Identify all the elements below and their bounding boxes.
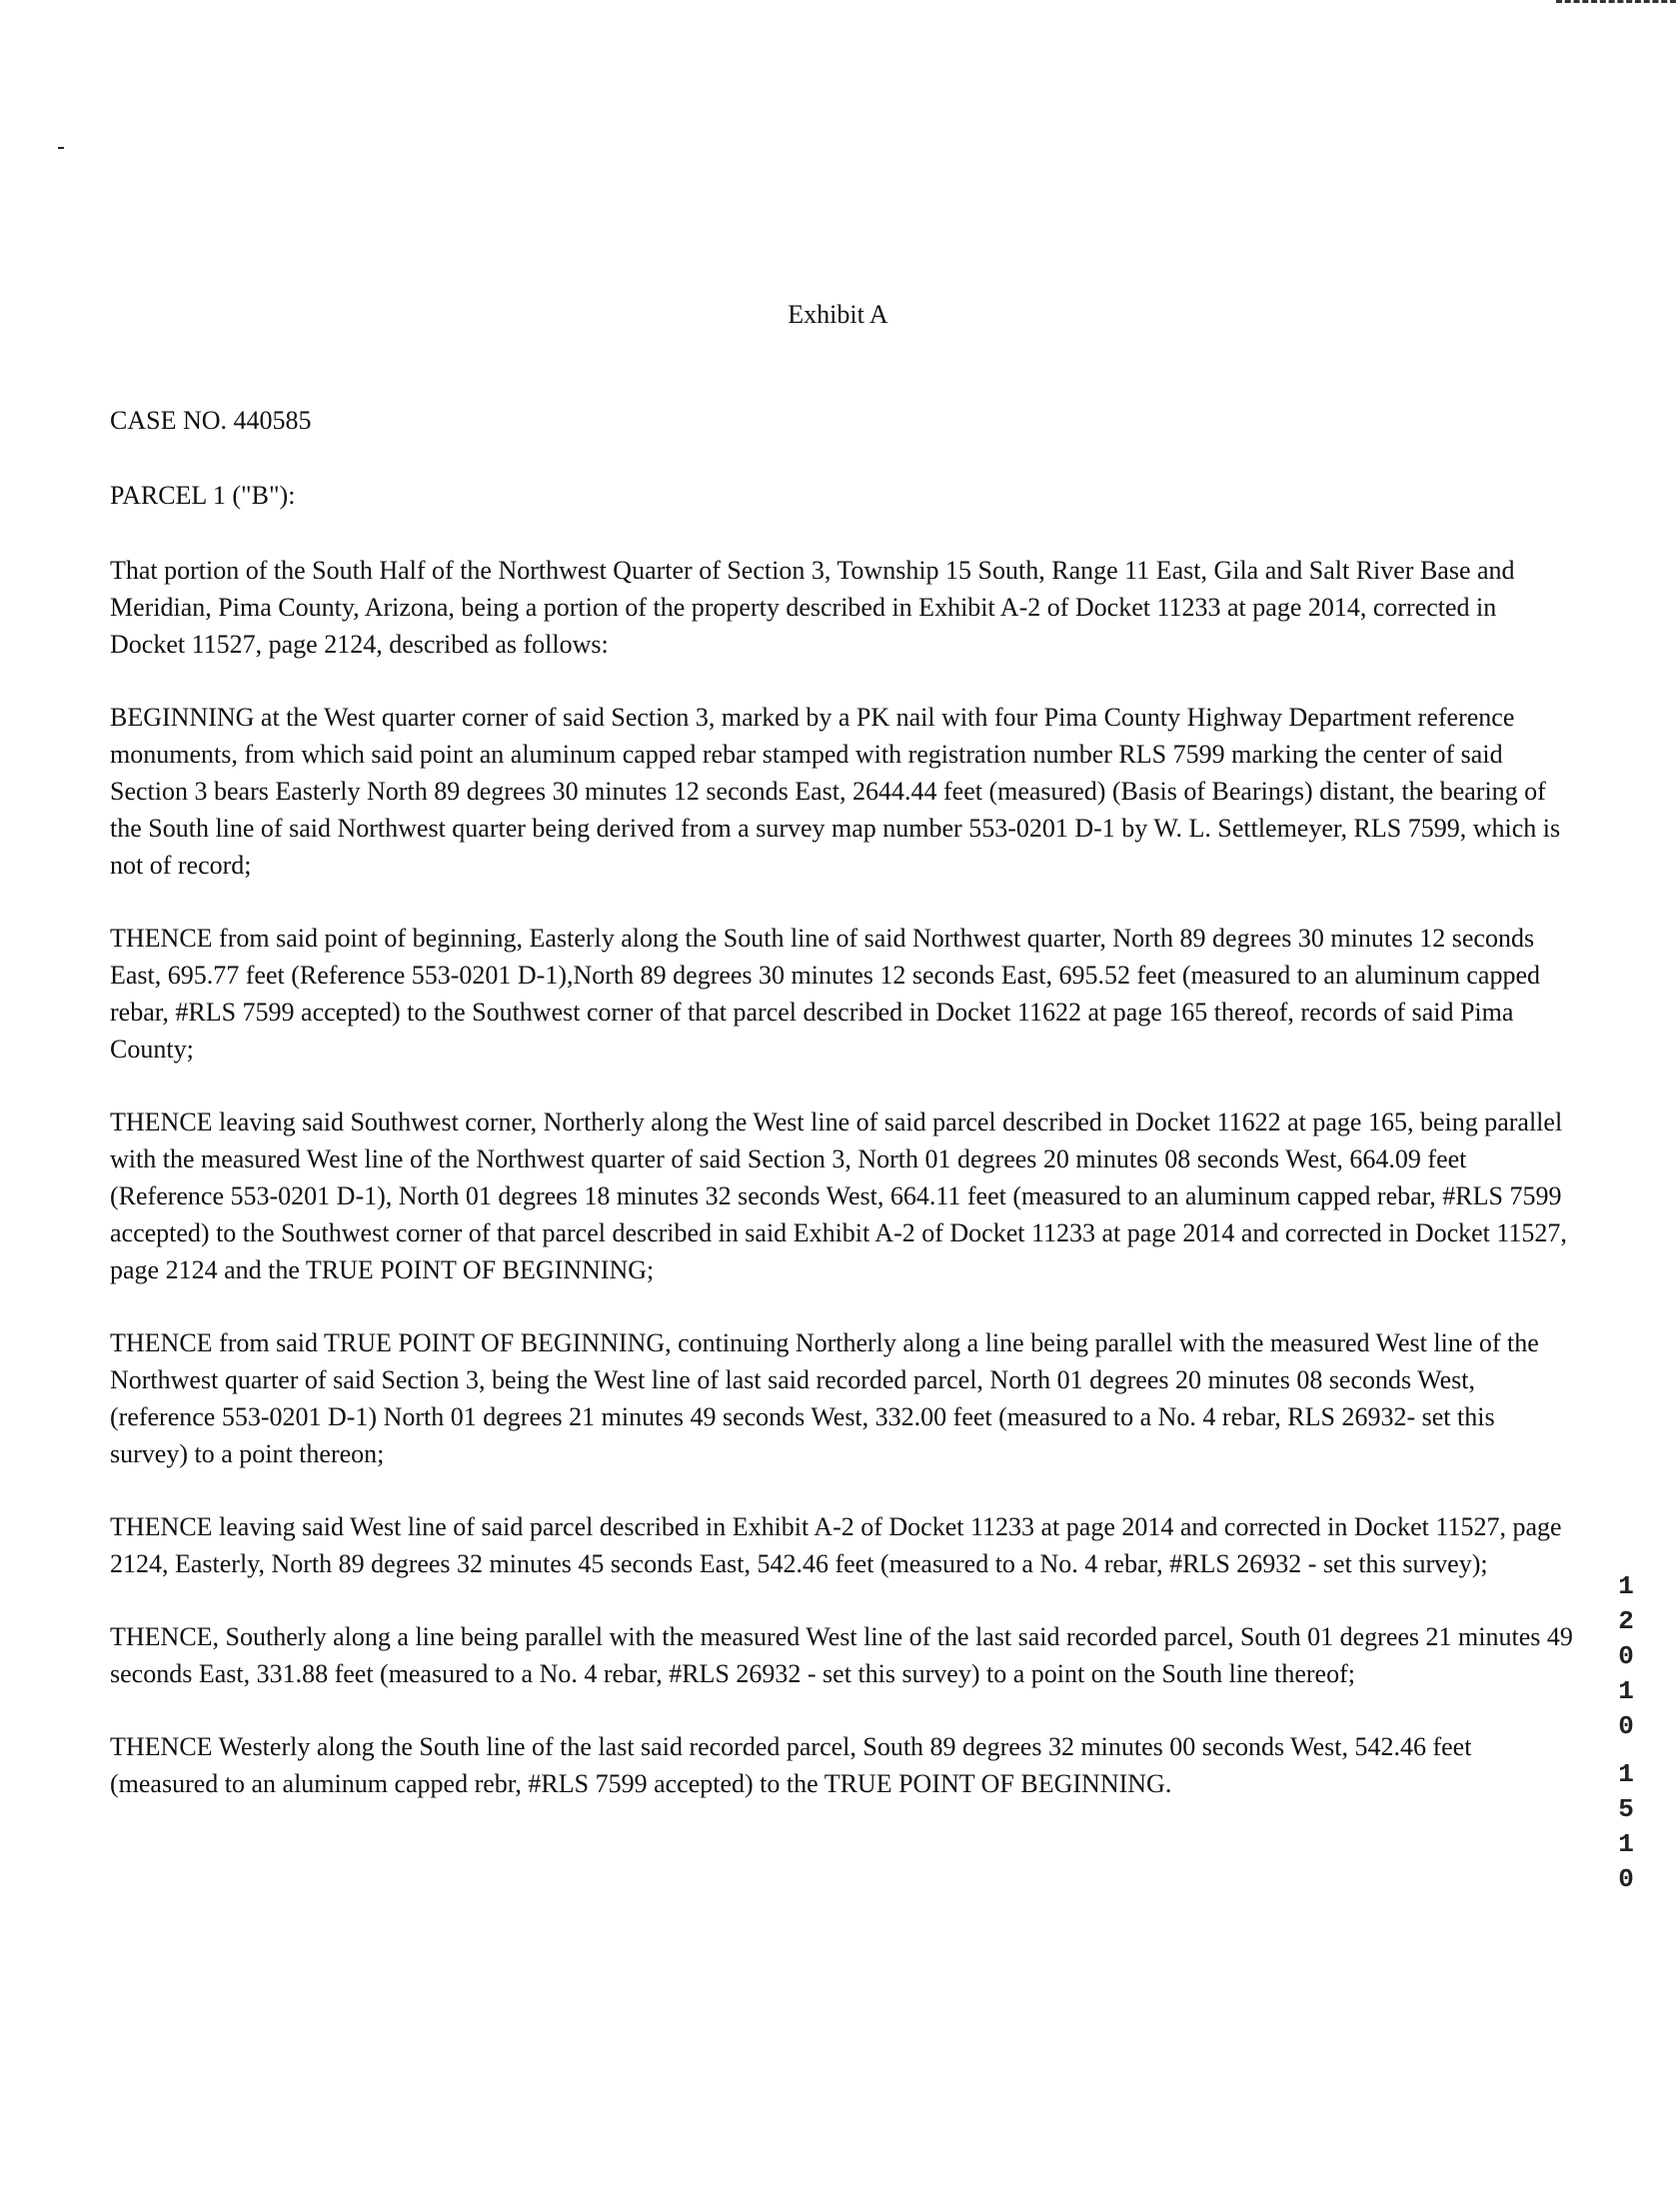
stamp-digit: 0	[1618, 1864, 1634, 1894]
paragraph-thence-3: THENCE from said TRUE POINT OF BEGINNING, continuing Northerly along a line being parallel with the measured West line of the Northwest quarter of said Section 3, being the West line of last said recorded parcel, North 01 degrees 20 minutes 08 seconds West, (reference 553-0201 D-1) North 01 degrees 21 minutes 49 seconds West, 332.00 feet (measured to a No. 4 rebar, RLS 26932- set this survey) to a point thereon;	[110, 1328, 1539, 1468]
stamp-digit: 0	[1618, 1711, 1634, 1741]
stamp-digit: 5	[1618, 1794, 1634, 1824]
margin-stamp-upper	[1611, 1569, 1641, 1744]
stamp-digit: 1	[1618, 1571, 1634, 1601]
margin-mark	[58, 147, 64, 149]
stamp-digit: 1	[1618, 1829, 1634, 1859]
paragraph-portion: That portion of the South Half of the Northwest Quarter of Section 3, Township 15 South, Range 11 East, Gila and Salt River Base and Meridian, Pima County, Arizona, being a portion of the property described in Exhibit A-2 of Docket 11233 at page 2014, corrected in Docket 11527, page 2124, described as follows:	[110, 556, 1515, 659]
paragraph-thence-2: THENCE leaving said Southwest corner, Northerly along the West line of said parcel described in Docket 11622 at page 165, being parallel with the measured West line of the Northwest quarter of said Section 3, North 01 degrees 20 minutes 08 seconds West, 664.09 feet (Reference 553-0201 D-1), North 01 degrees 18 minutes 32 seconds West, 664.11 feet (measured to an aluminum capped rebar, #RLS 7599 accepted) to the Southwest corner of that parcel described in said Exhibit A-2 of Docket 11233 at page 2014 and corrected in Docket 11527, page 2124 and the TRUE POINT OF BEGINNING;	[110, 1107, 1567, 1284]
stamp-digit: 2	[1618, 1606, 1634, 1636]
margin-stamp-lower	[1611, 1757, 1641, 1897]
page-title: Exhibit A	[788, 300, 888, 329]
stamp-digit: 0	[1618, 1641, 1634, 1671]
legal-description	[110, 402, 1574, 1838]
paragraph-thence-1: THENCE from said point of beginning, Easterly along the South line of said Northwest quarter, North 89 degrees 30 minutes 12 seconds East, 695.77 feet (Reference 553-0201 D-1),North 89 degrees 30 minutes 12 seconds East, 695.52 feet (measured to an aluminum capped rebar, #RLS 7599 accepted) to the Southwest corner of that parcel described in Docket 11622 at page 165 thereof, records of said Pima County;	[110, 924, 1541, 1064]
paragraph-thence-6: THENCE Westerly along the South line of the last said recorded parcel, South 89 degrees 32 minutes 00 seconds West, 542.46 feet (measured to an aluminum capped rebr, #RLS 7599 accepted) to the TRUE POINT OF BEGINNING.	[110, 1732, 1472, 1798]
paragraph-thence-4: THENCE leaving said West line of said parcel described in Exhibit A-2 of Docket 11233 at page 2014 and corrected in Docket 11527, page 2124, Easterly, North 89 degrees 32 minutes 45 seconds East, 542.46 feet (measured to a No. 4 rebar, #RLS 26932 - set this survey);	[110, 1512, 1562, 1578]
stamp-digit: 1	[1618, 1759, 1634, 1789]
stamp-digit: 1	[1618, 1676, 1634, 1706]
top-edge-rule	[1556, 0, 1676, 3]
case-number: CASE NO. 440585	[110, 406, 312, 435]
paragraph-beginning: BEGINNING at the West quarter corner of said Section 3, marked by a PK nail with four Pima County Highway Department reference monuments, from which said point an aluminum capped rebar stamped with registration number RLS 7599 marking the center of said Section 3 bears Easterly North 89 degrees 30 minutes 12 seconds East, 2644.44 feet (measured) (Basis of Bearings) distant, the bearing of the South line of said Northwest quarter being derived from a survey map number 553-0201 D-1 by W. L. Settlemeyer, RLS 7599, which is not of record;	[110, 703, 1561, 880]
paragraph-thence-5: THENCE, Southerly along a line being parallel with the measured West line of the last said recorded parcel, South 01 degrees 21 minutes 49 seconds East, 331.88 feet (measured to a No. 4 rebar, #RLS 26932 - set this survey) to a point on the South line thereof;	[110, 1622, 1573, 1688]
parcel-label: PARCEL 1 ("B"):	[110, 481, 296, 510]
